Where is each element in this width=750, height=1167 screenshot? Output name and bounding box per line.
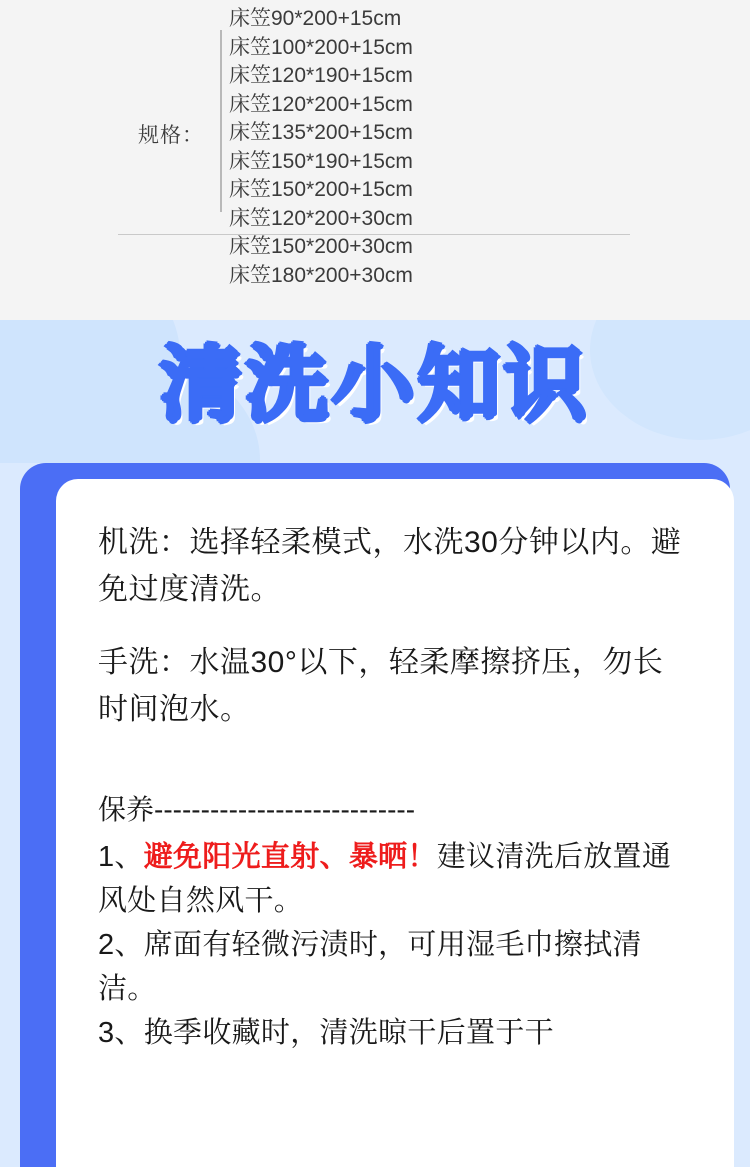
list-item: 床笠180*200+30cm [229, 263, 413, 287]
specification-list [229, 5, 649, 290]
hand-wash-text: 手洗：水温30°以下，轻柔摩擦挤压，勿长时间泡水。 [98, 646, 664, 726]
maintenance-item-2: 2、席面有轻微污渍时，可用湿毛巾擦拭清洁。 [98, 929, 642, 1005]
list-item: 床笠90*200+15cm [229, 7, 402, 30]
list-item: 床笠135*200+15cm [229, 121, 413, 144]
item-1-prefix: 1、 [98, 841, 144, 873]
specification-inner [0, 0, 750, 320]
list-item: 床笠120*200+30cm [229, 206, 413, 230]
item-1-warning: 避免阳光直射、暴晒！ [143, 841, 437, 873]
specification-bracket-line [220, 30, 222, 212]
list-item: 床笠120*200+15cm [229, 92, 413, 116]
care-card [56, 479, 734, 1167]
list-item: 床笠100*200+15cm [229, 35, 413, 59]
specification-section [0, 0, 750, 320]
care-card-frame [20, 463, 730, 1167]
specification-label: 规格： [138, 124, 204, 147]
list-item: 床笠120*190+15cm [229, 64, 413, 87]
list-item: 床笠150*200+15cm [229, 178, 413, 201]
list-item: 床笠150*200+30cm [229, 235, 413, 258]
machine-wash-text: 机洗：选择轻柔模式，水洗30分钟以内。避免过度清洗。 [98, 526, 682, 606]
spacer [98, 759, 692, 789]
care-instructions-section [0, 463, 750, 1167]
maintenance-item-1 [98, 835, 692, 923]
list-item: 床笠150*190+15cm [229, 149, 413, 173]
item-1-rest: 建议清洗后放置通风处自然风干。 [98, 841, 672, 917]
section-title: 清洗小知识 [159, 338, 590, 433]
maintenance-item-3: 3、换季收藏时，清洗晾干后置于干 [98, 1017, 554, 1049]
washing-tips-banner [0, 320, 750, 463]
maintenance-heading: 保养---------------------------- [98, 794, 416, 825]
